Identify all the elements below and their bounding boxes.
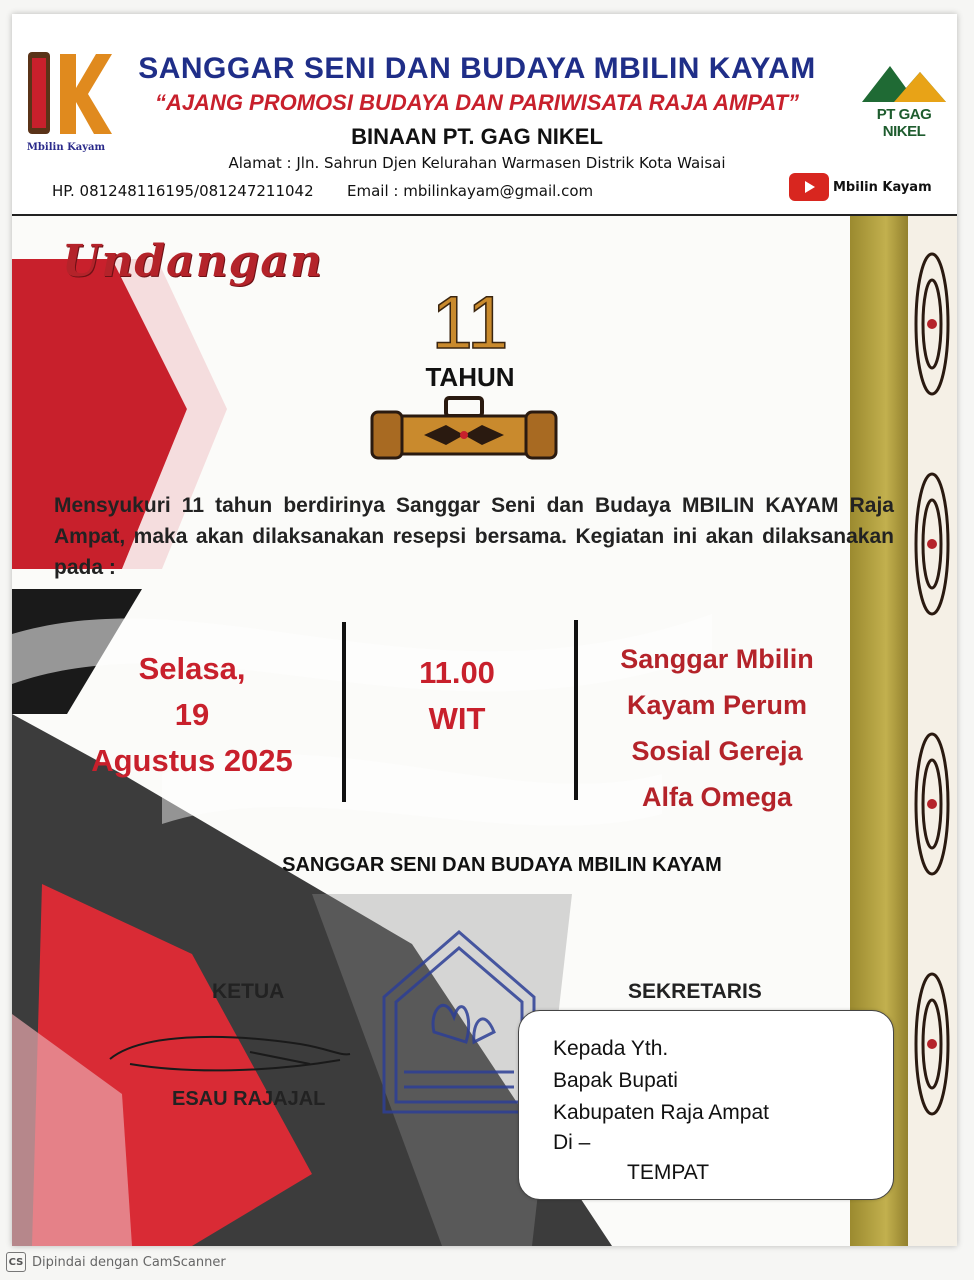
ketua-name: ESAU RAJAJAL: [172, 1088, 326, 1110]
event-place-line: Sosial Gereja: [631, 736, 803, 766]
address-line: Di –: [553, 1131, 591, 1154]
address-line: Kabupaten Raja Ampat: [553, 1101, 769, 1124]
event-place: [587, 636, 847, 820]
signatory-organization: SANGGAR SENI DAN BUDAYA MBILIN KAYAM: [282, 854, 722, 876]
camscanner-icon: CS: [6, 1252, 26, 1272]
address-tempat: TEMPAT: [627, 1161, 710, 1184]
phone-line: HP. 081248116195/081247211042: [52, 182, 314, 200]
logo-left-caption: Mbilin Kayam: [26, 142, 106, 153]
divider: [574, 620, 578, 800]
event-date-line: Agustus 2025: [91, 743, 293, 778]
event-date: [72, 646, 312, 784]
traditional-drum-icon: [364, 392, 564, 462]
event-place-line: Sanggar Mbilin: [620, 644, 814, 674]
address-line: Kepada Yth.: [553, 1037, 669, 1060]
scanner-text: Dipindai dengan CamScanner: [32, 1254, 226, 1270]
event-time: [377, 650, 537, 742]
invitation-intro: Mensyukuri 11 tahun berdirinya Sanggar Seni dan Budaya MBILIN KAYAM Raja Ampat, maka akan dilaksanakan resepsi bersama. Kegiatan ini akan dilaksanakan pada :: [54, 494, 894, 579]
address-line: Alamat : Jln. Sahrun Djen Kelurahan Warmasen Distrik Kota Waisai: [228, 154, 726, 172]
anniversary-unit: TAHUN: [425, 362, 515, 392]
invitation-sheet: [12, 14, 957, 1246]
binaan-line: BINAAN PT. GAG NIKEL: [351, 124, 603, 149]
logo-right-caption: PT GAG NIKEL: [876, 106, 932, 140]
email-line: Email : mbilinkayam@gmail.com: [347, 182, 594, 200]
invitation-heading: Undangan: [62, 236, 323, 287]
organization-title: SANGGAR SENI DAN BUDAYA MBILIN KAYAM: [138, 52, 816, 85]
address-line: Bapak Bupati: [553, 1069, 678, 1092]
scanner-watermark: [6, 1252, 226, 1272]
divider: [342, 622, 346, 802]
youtube-label: Mbilin Kayam: [833, 179, 932, 195]
event-date-line: 19: [174, 697, 210, 732]
event-date-line: Selasa,: [138, 651, 246, 686]
recipient-address-box: [518, 1010, 894, 1200]
anniversary-number: 11: [431, 281, 509, 364]
event-place-line: Kayam Perum: [626, 690, 808, 720]
event-place-line: Alfa Omega: [641, 782, 793, 812]
organization-slogan: “AJANG PROMOSI BUDAYA DAN PARIWISATA RAJA AMPAT”: [154, 90, 800, 115]
ketua-signature: [100, 1024, 360, 1084]
ketua-title: KETUA: [212, 980, 285, 1003]
sekretaris-title: SEKRETARIS: [628, 980, 762, 1003]
event-time-line: WIT: [428, 701, 486, 736]
event-time-line: 11.00: [419, 655, 495, 690]
